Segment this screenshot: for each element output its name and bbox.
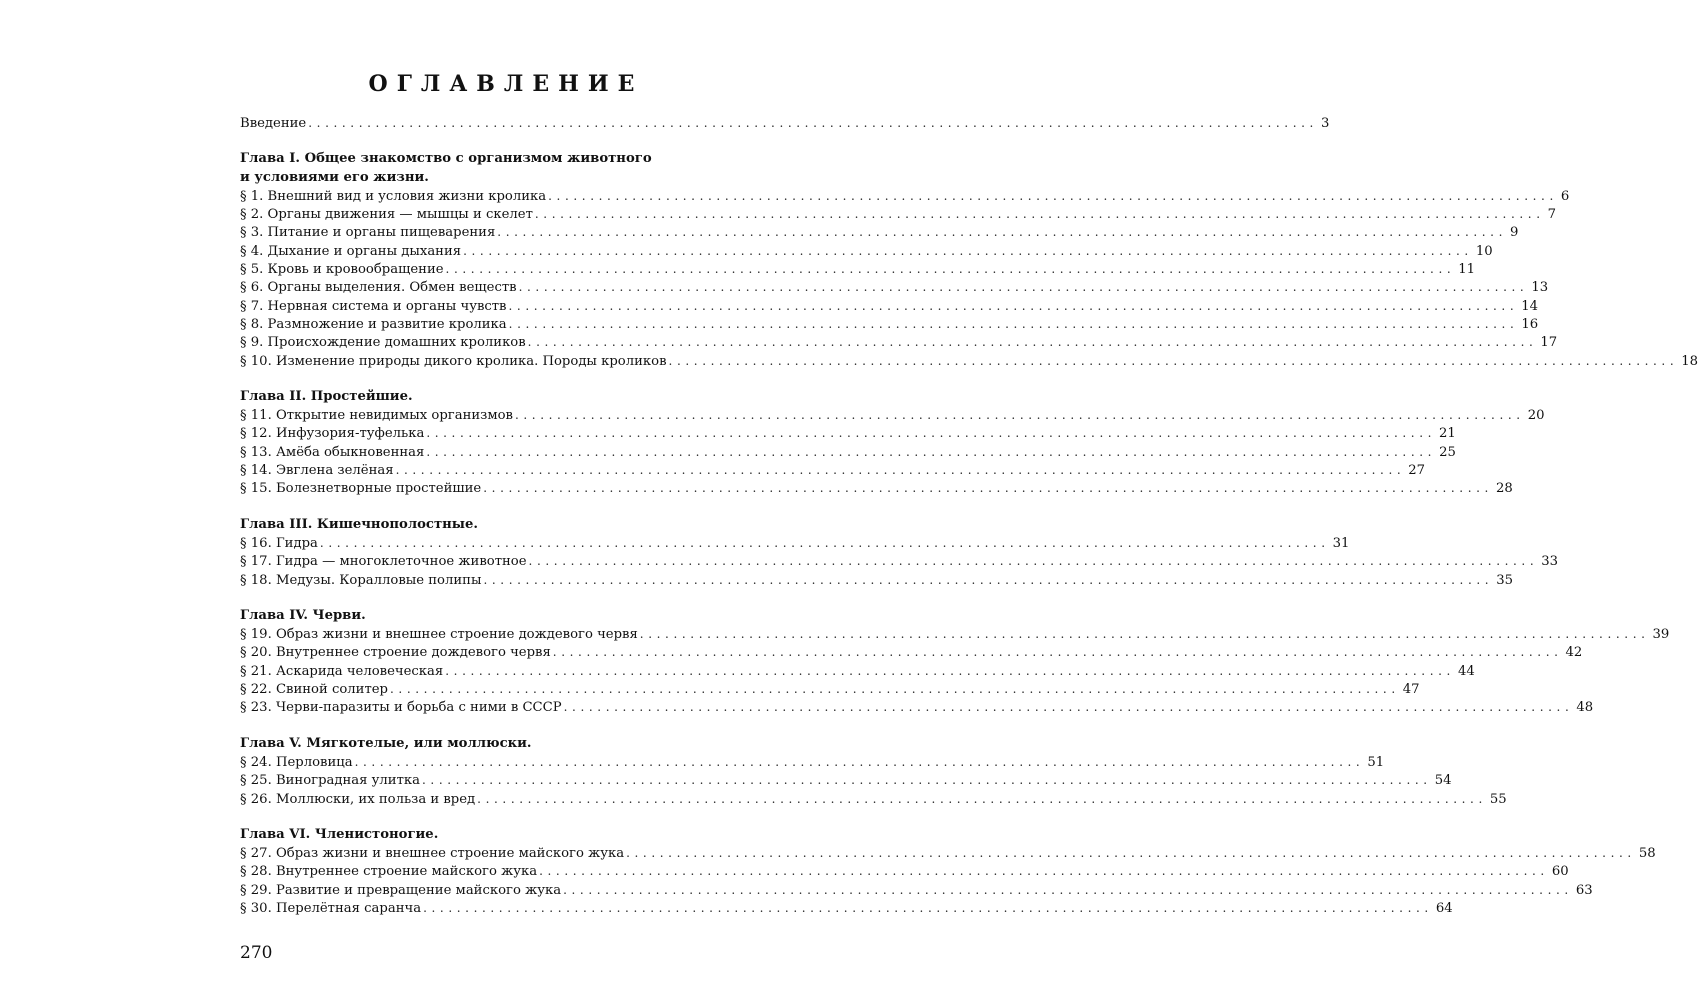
toc-entry-label: § 20. Внутреннее строение дождевого червя: [240, 645, 551, 661]
toc-entry[interactable]: [240, 844, 1656, 862]
toc-entry-page: 51: [1367, 754, 1385, 770]
dot-leader: ........................................................................................................................: [626, 846, 1636, 861]
chapter-heading: Глава IV. Черви.: [240, 607, 366, 623]
toc-entry-page: 39: [1652, 627, 1670, 643]
toc-entry-label: § 26. Моллюски, их польза и вред: [240, 791, 476, 807]
dot-leader: ........................................................................................................................: [668, 353, 1679, 368]
toc-entry-label: § 5. Кровь и кровообращение: [240, 262, 444, 278]
dot-leader: ........................................................................................................................: [539, 864, 1549, 879]
table-of-contents: [240, 114, 1698, 917]
toc-entry-label: § 24. Перловица: [240, 754, 353, 770]
toc-entry[interactable]: [240, 260, 1476, 278]
dot-leader: ........................................................................................................................: [552, 645, 1563, 660]
chapter-heading: Глава VI. Членистоногие.: [240, 826, 439, 842]
toc-entry-page: 28: [1495, 481, 1513, 497]
toc-entry-page: 6: [1560, 188, 1570, 204]
dot-leader: ........................................................................................................................: [445, 663, 1455, 678]
toc-entry-label: § 21. Аскарида человеческая: [240, 663, 444, 679]
dot-leader: ........................................................................................................................: [477, 791, 1487, 806]
toc-entry-page: 63: [1575, 882, 1593, 898]
toc-entry-page: 64: [1435, 900, 1453, 916]
chapter-heading: Глава II. Простейшие.: [240, 388, 413, 404]
toc-entry-page: 20: [1527, 408, 1545, 424]
toc-entry-page: 54: [1434, 773, 1452, 789]
dot-leader: ........................................................................................................................: [518, 280, 1529, 295]
toc-entry[interactable]: [240, 242, 1493, 260]
toc-entry-label: § 19. Образ жизни и внешнее строение дождевого червя: [240, 627, 638, 643]
toc-entry[interactable]: [240, 424, 1456, 442]
toc-entry-page: 18: [1681, 353, 1698, 369]
toc-entry-page: 16: [1521, 316, 1539, 332]
toc-entry-label: § 17. Гидра — многоклеточное животное: [240, 554, 527, 570]
toc-entry-label: § 2. Органы движения — мышцы и скелет: [240, 207, 533, 223]
toc-entry-label: § 3. Питание и органы пищеварения: [240, 225, 496, 241]
dot-leader: ........................................................................................................................: [527, 335, 1538, 350]
dot-leader: ........................................................................................................................: [497, 225, 1508, 240]
toc-entry[interactable]: [240, 223, 1519, 241]
toc-entry[interactable]: [240, 297, 1539, 315]
toc-entry-page: 35: [1496, 572, 1513, 588]
dot-leader: ........................................................................................................................: [483, 481, 1493, 496]
toc-entry[interactable]: [240, 534, 1350, 552]
chapter-block: [240, 516, 1559, 589]
dot-leader: ........................................................................................................................: [395, 463, 1406, 478]
toc-entry-page: 58: [1638, 846, 1656, 862]
toc-entry-label: Введение: [240, 116, 307, 131]
toc-entry[interactable]: [240, 315, 1539, 333]
toc-entry-label: § 4. Дыхание и органы дыхания: [240, 243, 462, 259]
toc-entry-page: 27: [1408, 463, 1426, 479]
toc-entry-label: § 29. Развитие и превращение майского жука: [240, 882, 562, 898]
toc-entry-page: 21: [1439, 426, 1456, 442]
toc-entry-label: § 16. Гидра: [240, 535, 318, 551]
toc-entry[interactable]: [240, 625, 1670, 643]
chapter-block: [240, 826, 1656, 917]
chapter-block: [240, 150, 1698, 370]
dot-leader: ........................................................................................................................: [563, 700, 1574, 715]
toc-entry[interactable]: [240, 790, 1507, 808]
toc-entry-label: § 13. Амёба обыкновенная: [240, 444, 425, 460]
toc-entry[interactable]: [240, 352, 1698, 370]
chapter-heading: Глава I. Общее знакомство с организмом животного: [240, 151, 652, 167]
toc-entry-page: 44: [1457, 663, 1475, 679]
toc-entry[interactable]: [240, 771, 1452, 789]
dot-leader: ........................................................................................................................: [426, 426, 1437, 441]
toc-entry-label: § 15. Болезнетворные простейшие: [240, 481, 482, 497]
toc-entry[interactable]: [240, 881, 1593, 899]
chapter-block: [240, 607, 1670, 717]
toc-entry[interactable]: [240, 899, 1453, 917]
toc-entry-page: 14: [1521, 298, 1539, 314]
toc-entry-page: 42: [1565, 645, 1583, 661]
toc-entry-label: § 8. Размножение и развитие кролика: [240, 316, 507, 332]
toc-entry[interactable]: [240, 753, 1385, 771]
toc-entry-label: § 1. Внешний вид и условия жизни кролика: [240, 188, 547, 204]
toc-entry[interactable]: [240, 862, 1569, 880]
toc-entry-intro[interactable]: [240, 114, 1330, 132]
toc-entry[interactable]: [240, 187, 1570, 205]
toc-entry-label: § 14. Эвглена зелёная: [240, 463, 394, 479]
toc-entry[interactable]: [240, 680, 1420, 698]
page-number: 270: [240, 943, 273, 963]
dot-leader: ........................................................................................................................: [308, 116, 1318, 130]
toc-entry[interactable]: [240, 205, 1556, 223]
dot-leader: ........................................................................................................................: [354, 754, 1365, 769]
dot-leader: ........................................................................................................................: [514, 408, 1525, 423]
toc-entry-page: 10: [1475, 243, 1493, 259]
dot-leader: ........................................................................................................................: [534, 207, 1545, 222]
toc-entry-page: 48: [1576, 700, 1594, 716]
toc-entry-label: § 12. Инфузория-туфелька: [240, 426, 425, 442]
toc-entry-label: § 22. Свиной солитер: [240, 682, 388, 698]
dot-leader: ........................................................................................................................: [508, 316, 1519, 331]
dot-leader: ........................................................................................................................: [483, 572, 1494, 587]
toc-entry-page: 31: [1332, 535, 1350, 551]
toc-entry-page: 25: [1439, 444, 1456, 460]
chapter-heading: Глава V. Мягкотелые, или моллюски.: [240, 735, 532, 751]
toc-entry-label: § 11. Открытие невидимых организмов: [240, 408, 513, 424]
toc-entry-label: § 23. Черви-паразиты и борьба с ними в СССР: [240, 700, 562, 716]
toc-entry-page: 11: [1458, 262, 1476, 278]
dot-leader: ........................................................................................................................: [426, 444, 1437, 459]
toc-entry-label: § 27. Образ жизни и внешнее строение майского жука: [240, 846, 625, 862]
toc-entry-page: 55: [1489, 791, 1507, 807]
toc-entry-label: § 18. Медузы. Коралловые полипы: [240, 572, 482, 588]
chapter-heading: и условиями его жизни.: [240, 169, 429, 185]
dot-leader: ........................................................................................................................: [548, 188, 1558, 203]
toc-entry-page: 47: [1402, 682, 1420, 698]
toc-entry[interactable]: [240, 333, 1558, 351]
dot-leader: ........................................................................................................................: [319, 535, 1330, 550]
dot-leader: ........................................................................................................................: [423, 900, 1433, 915]
toc-entry[interactable]: [240, 552, 1559, 570]
chapter-block: [240, 735, 1507, 808]
toc-entry-label: § 9. Происхождение домашних кроликов: [240, 335, 526, 351]
dot-leader: ........................................................................................................................: [563, 882, 1573, 897]
dot-leader: ........................................................................................................................: [508, 298, 1519, 313]
chapter-heading: Глава III. Кишечнополостные.: [240, 516, 478, 532]
dot-leader: ........................................................................................................................: [639, 627, 1650, 642]
toc-entry-page: 33: [1541, 554, 1559, 570]
toc-entry[interactable]: [240, 461, 1426, 479]
toc-entry-label: § 28. Внутреннее строение майского жука: [240, 864, 538, 880]
toc-entry-page: 13: [1531, 280, 1549, 296]
toc-entry[interactable]: [240, 571, 1513, 589]
toc-entry-page: 60: [1551, 864, 1569, 880]
toc-entry-page: 17: [1540, 335, 1558, 351]
toc-entry[interactable]: [240, 278, 1549, 296]
toc-entry-page: 3: [1320, 116, 1330, 131]
toc-entry-label: § 10. Изменение природы дикого кролика. Породы кроликов: [240, 353, 667, 369]
toc-entry-label: § 30. Перелётная саранча: [240, 900, 422, 916]
dot-leader: ........................................................................................................................: [463, 243, 1473, 258]
page-title: ОГЛАВЛЕНИЕ: [368, 71, 644, 97]
toc-entry-label: § 6. Органы выделения. Обмен веществ: [240, 280, 517, 296]
toc-entry-page: 7: [1547, 207, 1556, 223]
dot-leader: ........................................................................................................................: [445, 262, 1456, 277]
toc-entry[interactable]: [240, 479, 1513, 497]
toc-entry-label: § 25. Виноградная улитка: [240, 773, 420, 789]
chapter-block: [240, 388, 1545, 498]
dot-leader: ........................................................................................................................: [528, 554, 1539, 569]
toc-entry[interactable]: [240, 662, 1475, 680]
toc-entry[interactable]: [240, 643, 1583, 661]
chapters-list: [240, 150, 1698, 917]
dot-leader: ........................................................................................................................: [390, 682, 1400, 697]
toc-entry[interactable]: [240, 698, 1594, 716]
toc-entry[interactable]: [240, 443, 1456, 461]
toc-entry-label: § 7. Нервная система и органы чувств: [240, 298, 507, 314]
dot-leader: ........................................................................................................................: [421, 773, 1432, 788]
toc-entry[interactable]: [240, 406, 1545, 424]
toc-entry-page: 9: [1510, 225, 1519, 241]
